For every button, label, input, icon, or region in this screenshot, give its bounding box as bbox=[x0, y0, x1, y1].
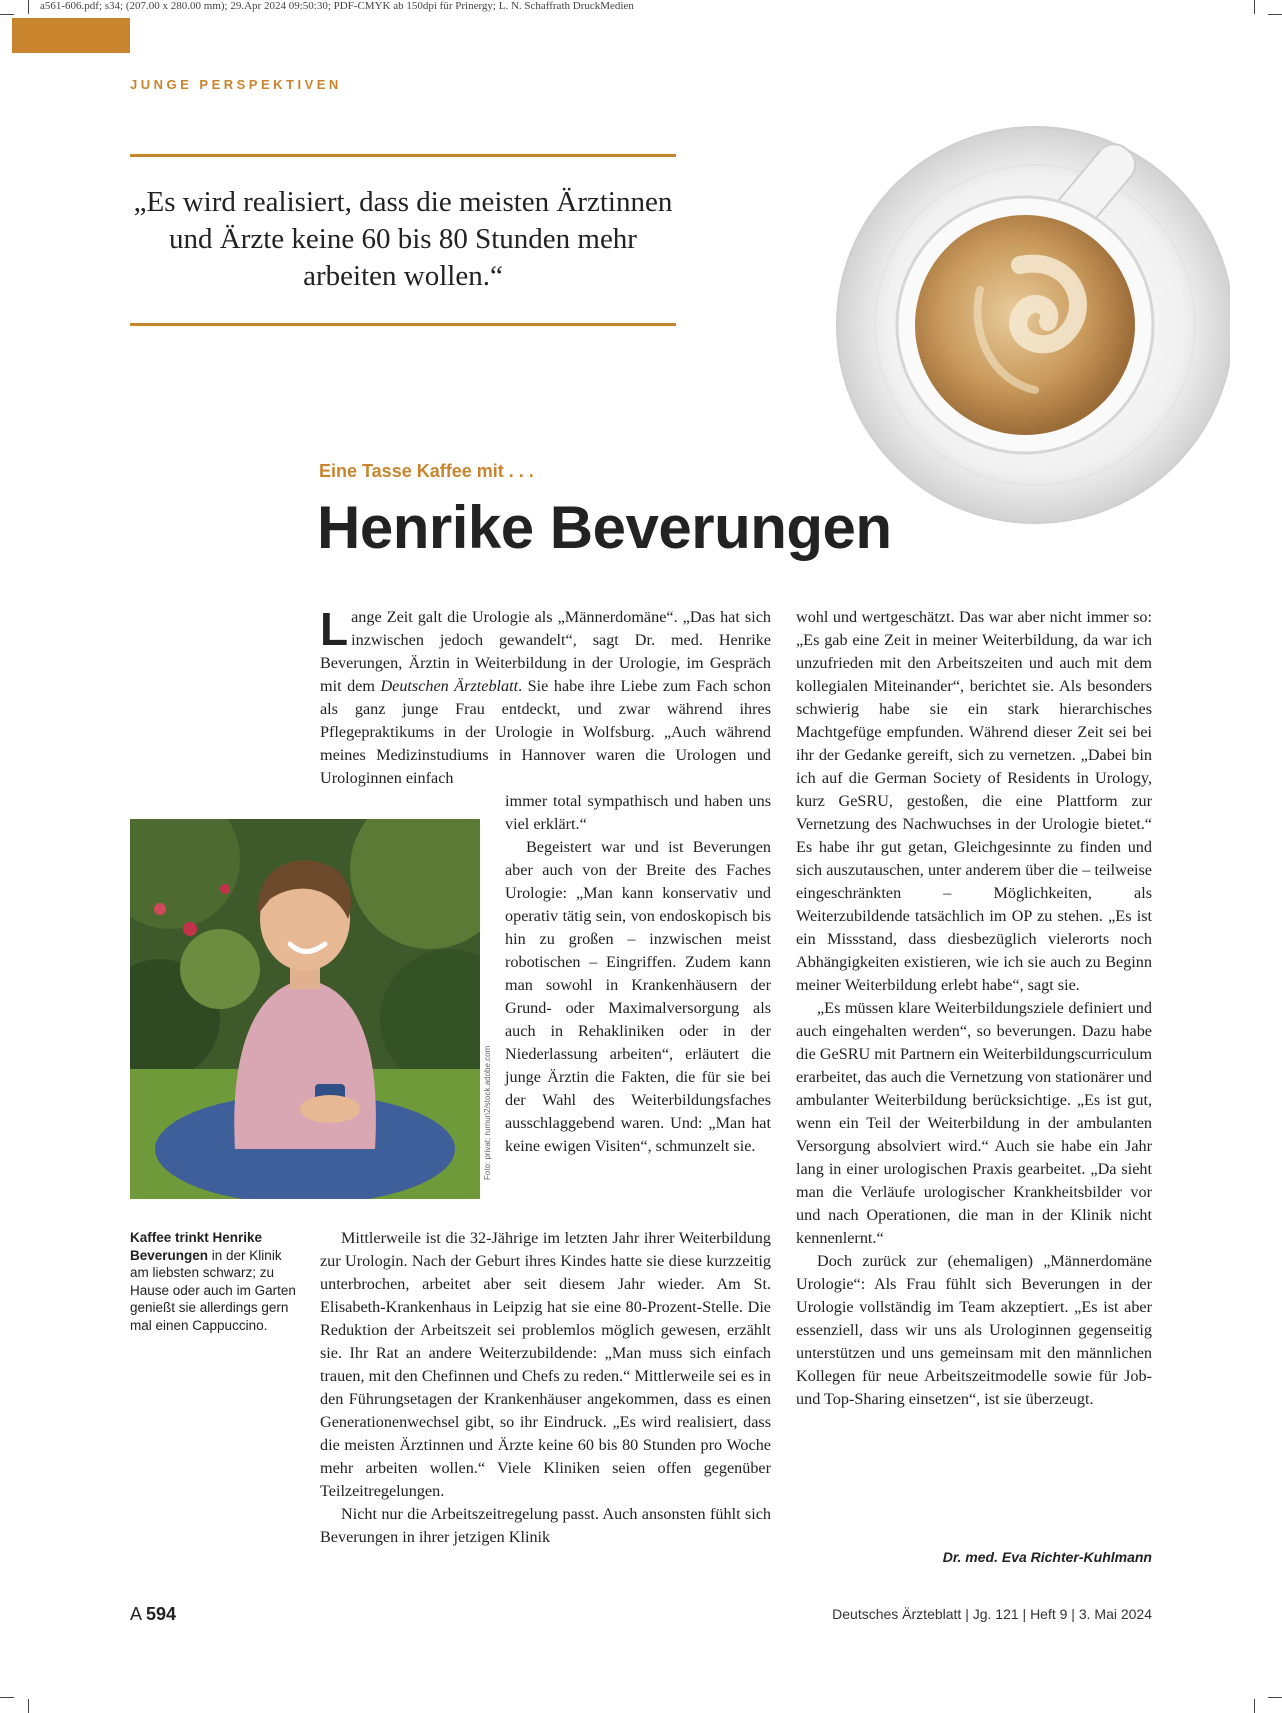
paragraph-text: ange Zeit galt die Urologie als „Männerdomäne“. „Das hat sich inzwischen jedoch gewandelt“, sagt Dr. med. Henrike Beverungen, Ärztin in Weiterbildung in der Urologie, im Gespräch mit dem bbox=[320, 608, 771, 695]
coffee-cup-image bbox=[820, 90, 1230, 550]
crop-mark bbox=[28, 1699, 29, 1713]
section-color-tab bbox=[12, 18, 130, 53]
paragraph: Doch zurück zur (ehemaligen) „Männerdomäne Urologie“: Als Frau fühlt sich Beverungen in der Urologie vollständig im Team akzeptiert. „Es ist aber essenziell, dass wir uns als Urologinnen gegenseitig unterstützen und uns gemeinsam mit den männlichen Kollegen für neue Arbeitszeitmodelle sowie für Job- und Top-Sharing einsetzen“, ist sie überzeugt. bbox=[796, 1252, 1152, 1408]
page-number-value: 594 bbox=[146, 1604, 177, 1624]
pull-quote: „Es wird realisiert, dass die meisten Ärztinnen und Ärzte keine 60 bis 80 Stunden mehr arbeiten wollen.“ bbox=[133, 186, 673, 292]
print-info-line: a561-606.pdf; s34; (207.00 x 280.00 mm); 29.Apr 2024 09:50:30; PDF-CMYK ab 150dpi für Prinergy; L. N. Schaffrath DruckMedien bbox=[40, 0, 634, 12]
section-label: JUNGE PERSPEKTIVEN bbox=[130, 77, 342, 92]
crop-mark bbox=[1268, 14, 1282, 15]
photo-caption bbox=[130, 1229, 298, 1334]
paragraph bbox=[320, 603, 771, 790]
article-kicker: Eine Tasse Kaffee mit . . . bbox=[319, 461, 534, 481]
crop-mark bbox=[28, 0, 29, 14]
paragraph: Mittlerweile ist die 32-Jährige im letzten Jahr ihrer Weiterbildung zur Urologin. Nach der Geburt ihres Kindes hatte sie diese kurzzeitig unterbrochen, arbeitet aber seit diesem Jahr wieder. Am St. Elisabeth-Krankenhaus in Leipzig hat sie eine 80-Prozent-Stelle. Die Reduktion der Arbeitszeit sei problemlos möglich gewesen, erzählt sie. Ihr Rat an andere Weiterzubildende: „Man muss sich einfach trauen, mit den Chefinnen und Chefs zu reden.“ Mittlerweile sei es in den Führungsetagen der Krankenhäuser angekommen, dass es einen Generationenwechsel gibt, so ihr Eindruck. „Es wird realisiert, dass die meisten Ärztinnen und Ärzte keine 60 bis 80 Stunden pro Woche mehr arbeiten wollen.“ Viele Kliniken seien offen gegenüber Teilzeitregelungen. bbox=[320, 1229, 771, 1500]
crop-mark bbox=[1268, 1697, 1282, 1698]
drop-cap: L bbox=[320, 603, 349, 655]
crop-mark bbox=[1254, 1699, 1255, 1713]
article-body-col2 bbox=[796, 606, 1152, 1411]
paragraph: wohl und wertgeschätzt. Das war aber nicht immer so: „Es gab eine Zeit in meiner Weiterbildung, da war ich unzufrieden mit den Arbeitszeiten und auch mit dem kollegialen Miteinander“, berichtet sie. Als besonders schwierig habe sie ein stark hierarchisches Machtgefüge empfunden. Während dieser Zeit sei bei ihr der Gedanke gereift, sich zu vernetzen. „Dabei bin ich auf die German Society of Residents in Urology, kurz GeSRU, gestoßen, die eine Plattform zur Vernetzung des Nachwuchses in der Urologie bietet.“ Es habe ihr gut getan, Gleichgesinnte zu finden und sich auszutauschen, unter anderem über die – teilweise eingeschränkten – Möglichkeiten, als Weiterzubildende tatsächlich im OP zu stehen. „Es ist ein Missstand, dass diesbezüglich vielerorts noch Abhängigkeiten existieren, wie ich sie auch zu Beginn meiner Weiterbildung erlebt habe“, sagt sie. bbox=[796, 608, 1152, 994]
crop-mark bbox=[1254, 0, 1255, 14]
paragraph: „Es müssen klare Weiterbildungsziele definiert und auch eingehalten werden“, so beverungen. Dazu habe die GeSRU mit Partnern ein Weiterbildungscurriculum erarbeitet, das auch die Vernetzung von stationärer und ambulanter Weiterbildung berücksichtige. „Es ist gut, wenn ein Teil der Weiterbildung in der ambulanten Versorgung absolviert wird.“ Auch sie habe ein Jahr lang in einer urologischen Praxis gearbeitet. „Da sieht man die Verläufe urologischer Krankheitsbilder vor und nach Operationen, die man in der Klinik nicht kennenlernt.“ bbox=[796, 999, 1152, 1247]
journal-footer: Deutsches Ärzteblatt | Jg. 121 | Heft 9 | 3. Mai 2024 bbox=[832, 1606, 1152, 1622]
page-prefix: A bbox=[130, 1604, 147, 1624]
paragraph-text: . Sie habe ihre Liebe zum Fach schon als ganz junge Frau entdeckt, und zwar während ihres Pflegepraktikums in der Urologie in Wolfsburg. „Auch während meines Medizinstudiums in Hannover waren die Urologen und Urologinnen einfach bbox=[320, 677, 771, 787]
article-title: Henrike Beverungen bbox=[317, 494, 892, 561]
caption-lead: Kaffee trinkt Henrike Beverungen bbox=[130, 1230, 263, 1263]
article-body-col1-narrow bbox=[505, 790, 771, 1158]
article-body-col1-top bbox=[320, 603, 771, 790]
page-number bbox=[130, 1604, 176, 1625]
portrait-photo bbox=[130, 819, 480, 1199]
photo-credit: Foto: privat; rumun2/stock.adobe.com bbox=[483, 1045, 492, 1180]
caption-text: in der Klinik am liebsten schwarz; zu Hause oder auch im Garten genießt sie allerdings gern mal einen Cappuccino. bbox=[130, 1247, 296, 1333]
paragraph: Nicht nur die Arbeitszeitregelung passt. Auch ansonsten fühlt sich Beverungen in ihrer jetzigen Klinik bbox=[320, 1505, 771, 1546]
pull-quote-bottom-rule bbox=[130, 323, 676, 326]
crop-mark bbox=[0, 14, 14, 15]
pull-quote-top-rule bbox=[130, 154, 676, 157]
journal-name: Deutschen Ärzteblatt bbox=[380, 677, 519, 695]
crop-mark bbox=[0, 1697, 14, 1698]
author-byline: Dr. med. Eva Richter-Kuhlmann bbox=[942, 1549, 1152, 1565]
article-body-col1-bottom bbox=[320, 1227, 771, 1549]
paragraph: Begeistert war und ist Beverungen aber auch von der Breite des Faches Urologie: „Man kann konservativ und operativ tätig sein, von endoskopisch bis hin zu großen – inzwischen meist robotischen – Eingriffen. Zudem kann man sowohl in Krankenhäusern der Grund- oder Maximalversorgung als auch in Rehakliniken oder in der Niederlassung arbeiten“, erläutert die junge Ärztin die Fakten, die für sie bei der Wahl des Weiterbildungsfaches ausschlaggebend waren. Und: „Man hat keine ewigen Visiten“, schmunzelt sie. bbox=[505, 838, 771, 1155]
paragraph: immer total sympathisch und haben uns viel erklärt.“ bbox=[505, 792, 771, 833]
